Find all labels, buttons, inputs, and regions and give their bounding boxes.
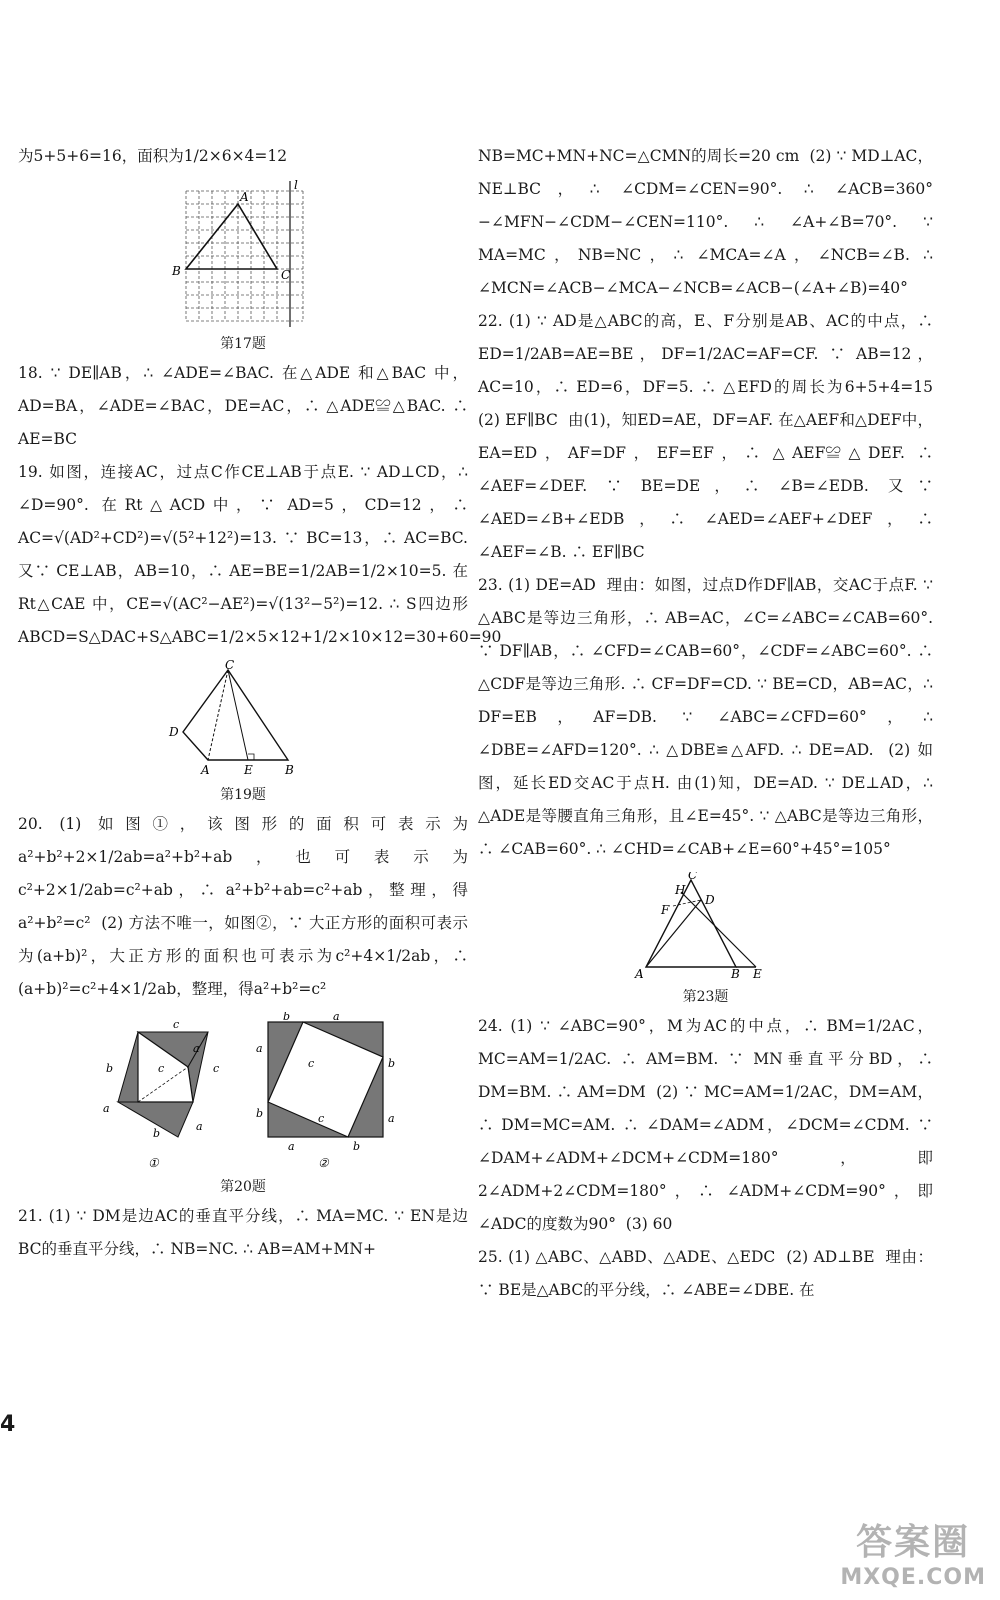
svg-text:b: b	[153, 1127, 161, 1140]
svg-text:a: a	[388, 1112, 395, 1125]
fig19-label-C: C	[225, 660, 235, 672]
svg-text:c: c	[213, 1062, 220, 1075]
watermark-line-1: 答案圈	[856, 1522, 971, 1563]
fig23-label-F: F	[660, 903, 669, 917]
figure-19-caption: 第19题	[220, 787, 266, 803]
svg-text:b: b	[256, 1107, 264, 1120]
fig19-label-D: D	[169, 725, 179, 739]
watermark	[840, 1514, 986, 1590]
fig23-label-E: E	[752, 967, 762, 981]
svg-text:c: c	[173, 1018, 180, 1031]
figure-17-diagram	[168, 179, 318, 329]
figure-20-sub-2: ②	[318, 1156, 329, 1170]
svg-text:b: b	[283, 1012, 291, 1023]
left-column	[18, 140, 502, 1266]
answer-20: 20. (1) 如图①，该图形的面积可表示为a²+b²+2×1/2ab=a²+b²+ab，也可表示为c²+2×1/2ab=c²+ab，∴ a²+b²+ab=c²+ab，整理，得a²+b²=c² (2) 方法不唯一，如图②，∵ 大正方形的面积可表示为(a+b)²，大正方形的面积也可表示为c²+4×1/2ab，∴ (a+b)²=c²+4×1/2ab，整理，得a²+b²=c²	[18, 815, 473, 998]
fig19-label-B: B	[285, 763, 294, 777]
figure-20-caption: 第20题	[220, 1179, 266, 1195]
svg-text:c: c	[308, 1057, 315, 1070]
answer-24: 24. (1) ∵ ∠ABC=90°，M为AC的中点，∴ BM=1/2AC，MC=AM=1/2AC. ∴ AM=BM. ∵ MN垂直平分BD，∴ DM=BM. ∴ AM=DM (2) ∵ MC=AM=1/2AC，DM=AM，∴ DM=MC=AM. ∴ ∠DAM=∠ADM，∠DCM=∠CDM. ∵ ∠DAM+∠ADM+∠DCM+∠CDM=180°，即2∠ADM+2∠CDM=180°，∴ ∠ADM+∠CDM=90°，即∠ADC的度数为90° (3) 60	[478, 1017, 938, 1233]
figure-23-diagram	[631, 872, 781, 982]
figure-19	[163, 660, 323, 804]
right-column	[478, 140, 943, 1307]
fig17-label-l: l	[294, 179, 298, 192]
svg-text:c: c	[158, 1062, 165, 1075]
fig17-label-B: B	[172, 264, 181, 278]
svg-text:c: c	[318, 1112, 325, 1125]
figure-17-caption: 第17题	[220, 336, 266, 352]
figure-17	[168, 179, 318, 353]
figure-20-part-2	[256, 1012, 395, 1170]
answer-17-end: 为5+5+6=16，面积为1/2×6×4=12	[18, 147, 288, 165]
figure-20-diagram	[78, 1012, 408, 1172]
fig23-label-A: A	[634, 967, 644, 981]
fig17-label-A: A	[240, 190, 249, 204]
watermark-line-2: MXQE.COM	[840, 1565, 986, 1590]
figure-20	[78, 1012, 408, 1196]
svg-text:a: a	[193, 1042, 200, 1055]
figure-19-diagram	[163, 660, 323, 780]
fig23-label-B: B	[730, 967, 740, 981]
answer-19: 19. 如图，连接AC，过点C作CE⊥AB于点E. ∵ AD⊥CD，∴ ∠D=90°. 在Rt△ACD中，∵ AD=5，CD=12，∴ AC=√(AD²+CD²)=√(5²+12²)=13. ∵ BC=13，∴ AC=BC. 又∵ CE⊥AB，AB=10，∴ AE=BE=1/2AB=1/2×10=5. 在Rt△CAE 中，CE=√(AC²−AE²)=√(13²−5²)=12. ∴ S四边形ABCD=S△DAC+S△ABC=1/2×5×12+1/2×10×12=30+60=90	[18, 463, 502, 646]
fig19-label-E: E	[244, 763, 253, 777]
answer-21-start: 21. (1) ∵ DM是边AC的垂直平分线，∴ MA=MC. ∵ EN是边BC的垂直平分线，∴ NB=NC. ∴ AB=AM+MN+	[18, 1207, 468, 1258]
page-number: 4	[0, 1412, 16, 1437]
answer-21-continued: NB=MC+MN+NC=△CMN的周长=20 cm (2) ∵ MD⊥AC，NE⊥BC，∴ ∠CDM=∠CEN=90°. ∴ ∠ACB=360°−∠MFN−∠CDM−∠CEN=110°. ∴ ∠A+∠B=70°. ∵ MA=MC，NB=NC，∴ ∠MCA=∠A，∠NCB=∠B. ∴ ∠MCN=∠ACB−∠MCA−∠NCB=∠ACB−(∠A+∠B)=40°	[478, 147, 938, 297]
svg-text:a: a	[333, 1012, 340, 1023]
svg-text:b: b	[353, 1140, 361, 1153]
fig23-label-C: C	[687, 872, 697, 882]
answer-18: 18. ∵ DE∥AB，∴ ∠ADE=∠BAC. 在△ADE 和△BAC 中，AD=BA，∠ADE=∠BAC，DE=AC，∴ △ADE≌△BAC. ∴ AE=BC	[18, 364, 473, 448]
svg-text:a: a	[288, 1140, 295, 1153]
svg-text:b: b	[388, 1057, 396, 1070]
figure-23	[631, 872, 781, 1006]
answer-23: 23. (1) DE=AD 理由：如图，过点D作DF∥AB，交AC于点F. ∵ △ABC是等边三角形，∴ AB=AC，∠C=∠ABC=∠CAB=60°. ∵ DF∥AB，∴ ∠CFD=∠CAB=60°，∠CDF=∠ABC=60°. ∴ △CDF是等边三角形. ∴ CF=DF=CD. ∵ BE=CD，AB=AC，∴ DF=EB，AF=DB. ∵ ∠ABC=∠CFD=60°，∴ ∠DBE=∠AFD=120°. ∴ △DBE≌△AFD. ∴ DE=AD. (2) 如图，延长ED交AC于点H. 由(1)知，DE=AD. ∵ DE⊥AD，∴ △ADE是等腰直角三角形，且∠E=45°. ∵ △ABC是等边三角形，∴ ∠CAB=60°. ∴ ∠CHD=∠CAB+∠E=60°+45°=105°	[478, 576, 938, 858]
figure-20-sub-1: ①	[148, 1156, 159, 1170]
fig23-label-D: D	[704, 893, 715, 907]
fig23-label-H: H	[674, 883, 685, 897]
answer-22: 22. (1) ∵ AD是△ABC的高，E、F分别是AB、AC的中点，∴ ED=1/2AB=AE=BE，DF=1/2AC=AF=CF. ∵ AB=12，AC=10，∴ ED=6，DF=5. ∴ △EFD的周长为6+5+4=15 (2) EF∥BC 由(1)，知ED=AE，DF=AF. 在△AEF和△DEF中，EA=ED，AF=DF，EF=EF，∴ △AEF≌△DEF. ∴ ∠AEF=∠DEF. ∵ BE=DE，∴ ∠B=∠EDB. 又∵ ∠AED=∠B+∠EDB，∴ ∠AED=∠AEF+∠DEF，∴ ∠AEF=∠B. ∴ EF∥BC	[478, 312, 943, 561]
svg-text:a: a	[196, 1120, 203, 1133]
answer-25: 25. (1) △ABC、△ABD、△ADE、△EDC (2) AD⊥BE 理由：∵ BE是△ABC的平分线，∴ ∠ABE=∠DBE. 在	[478, 1248, 933, 1299]
svg-text:b: b	[106, 1062, 114, 1075]
figure-20-part-1	[103, 1018, 219, 1170]
svg-text:a: a	[256, 1042, 263, 1055]
fig19-label-A: A	[201, 763, 210, 777]
figure-23-caption: 第23题	[682, 989, 729, 1005]
fig17-label-C: C	[281, 268, 291, 282]
svg-text:a: a	[103, 1102, 110, 1115]
